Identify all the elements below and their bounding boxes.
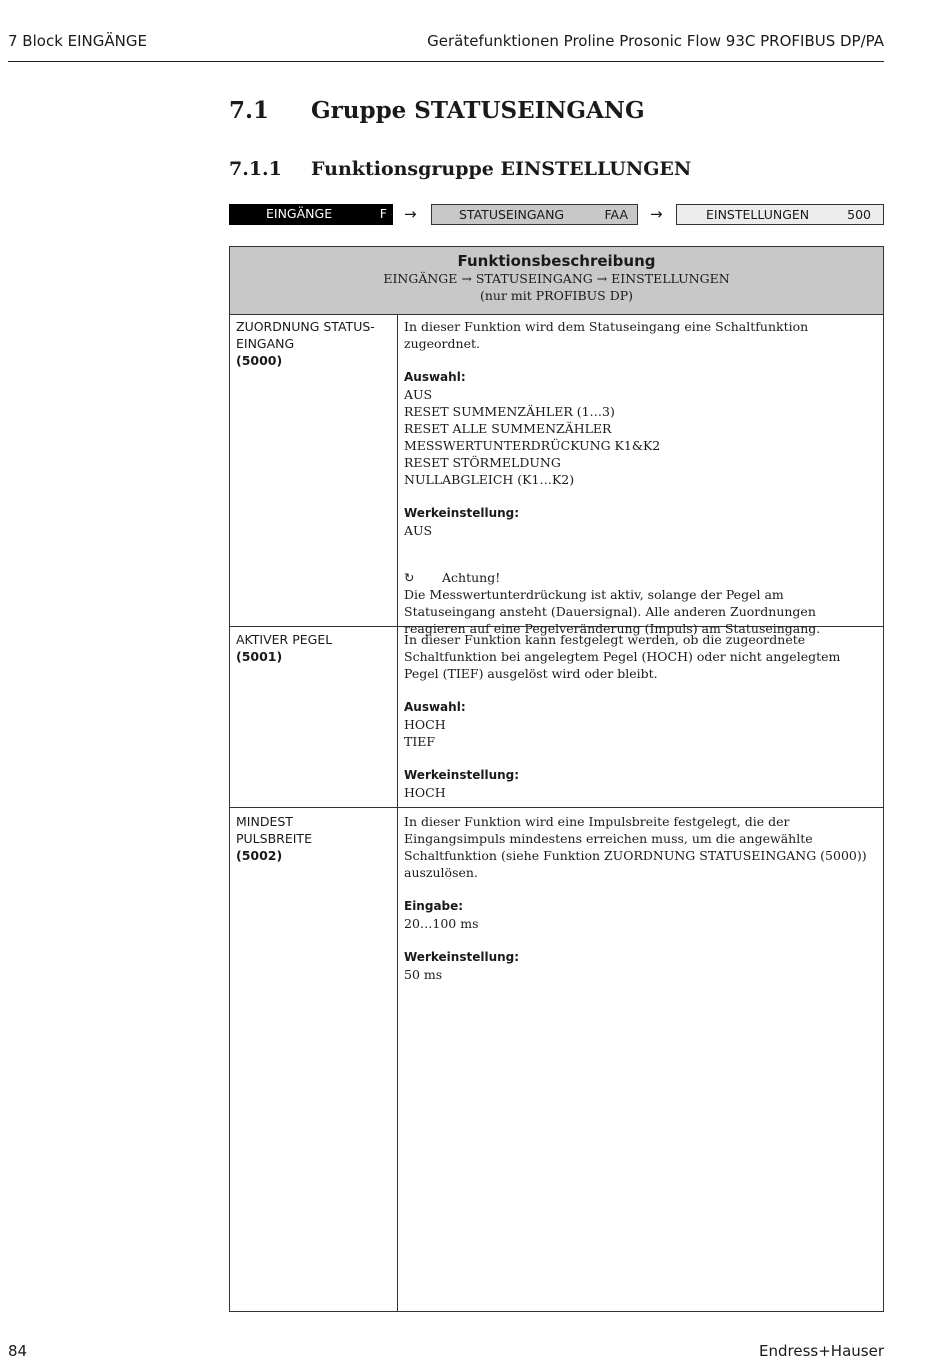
input-range: 20…100 ms — [404, 916, 479, 931]
table-title: Funktionsbeschreibung — [457, 252, 656, 270]
list-item: RESET SUMMENZÄHLER (1…3) — [404, 404, 615, 419]
warning-text: Die Messwertunterdrückung ist aktiv, solange der Pegel am Statuseingang ansteht (Dauersignal). Alle anderen Zuordnungen reagieren auf eine Pegelveränderung (Impuls) am Statuseingang. — [404, 587, 821, 636]
warning-hand-icon: ↻ — [404, 570, 415, 585]
list-item: RESET STÖRMELDUNG — [404, 455, 561, 470]
table-note: (nur mit PROFIBUS DP) — [479, 288, 634, 303]
section-number: 7.1 — [229, 97, 270, 124]
default-value: 50 ms — [404, 967, 443, 982]
column-divider — [397, 314, 398, 1311]
warning-title: Achtung! — [442, 570, 501, 585]
running-header-chapter: 7 Block EINGÄNGE — [8, 32, 147, 50]
arrow-icon: → — [650, 205, 663, 223]
subsection-heading — [229, 158, 691, 180]
function-code: (5000) — [236, 353, 283, 368]
intro-text: In dieser Funktion wird eine Impulsbreite festgelegt, die der Eingangsimpuls mindestens erreichen muss, um die angewählte Schaltfunktion (siehe Funktion ZUORDNUNG STATUSEINGANG (5000)) auszulösen. — [404, 814, 867, 880]
default-value: HOCH — [404, 785, 446, 800]
page-number: 84 — [8, 1342, 28, 1360]
nav-block-box — [229, 204, 393, 225]
nav-block-code: F — [379, 206, 387, 221]
list-item: HOCH — [404, 717, 446, 732]
nav-group-code: FAA — [604, 207, 628, 222]
nav-block-label: EINGÄNGE — [266, 206, 333, 221]
list-item: AUS — [404, 387, 433, 402]
default-label: Werkeinstellung: — [404, 950, 520, 964]
running-header-title: Gerätefunktionen Proline Prosonic Flow 93C PROFIBUS DP/PA — [427, 32, 884, 50]
list-item: NULLABGLEICH (K1…K2) — [404, 472, 575, 487]
brand-name: Endress+Hauser — [759, 1342, 884, 1360]
table-path: EINGÄNGE → STATUSEINGANG → EINSTELLUNGEN — [383, 271, 730, 286]
table-header — [230, 247, 883, 315]
intro-text: In dieser Funktion wird dem Statuseingang eine Schaltfunktion zugeordnet. — [404, 319, 809, 351]
subsection-number: 7.1.1 — [229, 158, 282, 180]
function-name-5001: AKTIVER PEGEL (5001) — [236, 631, 392, 665]
list-item: TIEF — [404, 734, 436, 749]
header-rule — [8, 61, 884, 62]
input-label: Eingabe: — [404, 899, 464, 913]
nav-function-group-box — [676, 204, 884, 225]
list-item: RESET ALLE SUMMENZÄHLER — [404, 421, 612, 436]
row-divider — [230, 807, 883, 808]
function-description-5002 — [404, 813, 876, 983]
nav-function-group-label: EINSTELLUNGEN — [706, 207, 810, 222]
function-description-5001 — [404, 631, 876, 801]
arrow-icon: → — [404, 205, 417, 223]
section-title: Gruppe STATUSEINGANG — [311, 97, 645, 124]
subsection-title: Funktionsgruppe EINSTELLUNGEN — [311, 158, 692, 180]
list-item: MESSWERTUNTERDRÜCKUNG K1&K2 — [404, 438, 661, 453]
function-name-5000: ZUORDNUNG STATUS- EINGANG (5000) — [236, 318, 392, 369]
function-code: (5002) — [236, 848, 283, 863]
choice-label: Auswahl: — [404, 700, 466, 714]
nav-group-label: STATUSEINGANG — [459, 207, 565, 222]
nav-function-group-code: 500 — [847, 207, 871, 222]
intro-text: In dieser Funktion kann festgelegt werden, ob die zugeordnete Schaltfunktion bei angelegtem Pegel (HOCH) oder nicht angelegtem Pegel (TIEF) ausgelöst wird oder bleibt. — [404, 632, 841, 681]
warning-note — [404, 569, 876, 586]
default-value: AUS — [404, 523, 433, 538]
default-label: Werkeinstellung: — [404, 768, 520, 782]
default-label: Werkeinstellung: — [404, 506, 520, 520]
section-heading — [229, 97, 645, 124]
choice-label: Auswahl: — [404, 370, 466, 384]
function-code: (5001) — [236, 649, 283, 664]
function-description-5000 — [404, 318, 876, 637]
nav-group-box — [431, 204, 638, 225]
function-name-5002: MINDEST PULSBREITE (5002) — [236, 813, 392, 864]
function-table — [229, 246, 884, 1312]
